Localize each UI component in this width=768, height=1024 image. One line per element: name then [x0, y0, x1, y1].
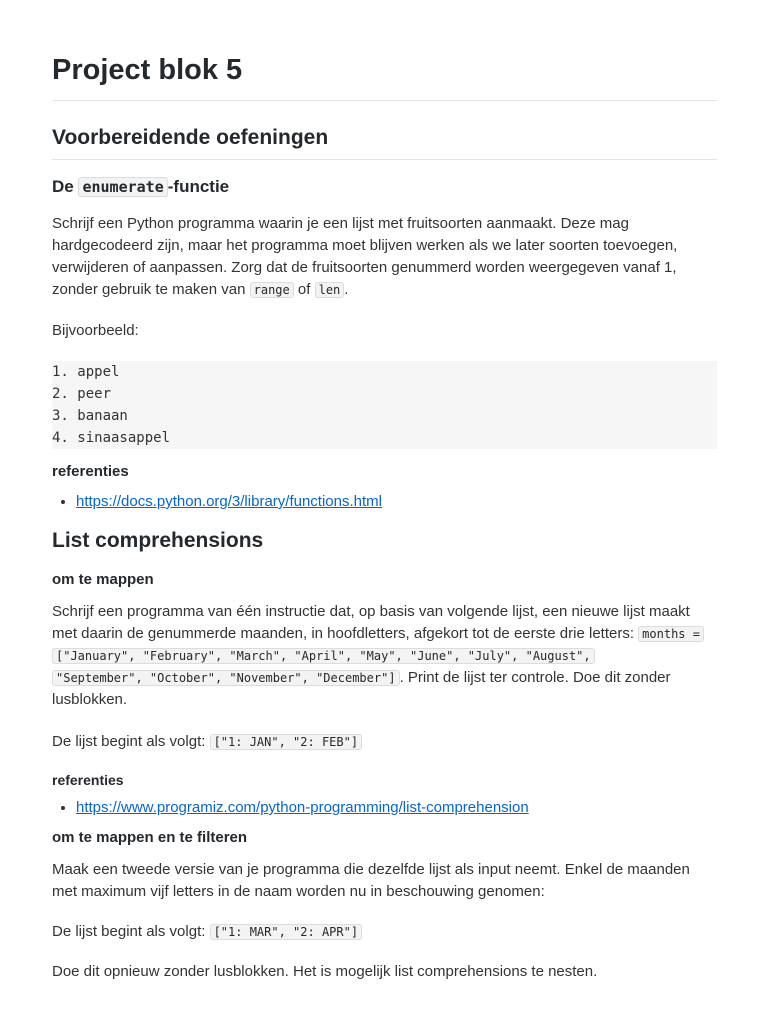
page-title: Project blok 5 — [52, 0, 717, 101]
enumerate-instructions — [52, 213, 717, 301]
reference-link-python-docs[interactable]: https://docs.python.org/3/library/functions.html — [76, 493, 382, 510]
section-heading-list-comprehensions: List comprehensions — [52, 529, 264, 552]
map-filter-instructions: Maak een tweede versie van je programma die dezelfde lijst als input neemt. Enkel de maanden met maximum vijf letters in de naam worden nu in beschouwing genomen: — [52, 861, 690, 900]
example-code-block — [52, 361, 717, 449]
map-filter-start — [52, 921, 717, 943]
instructions-text-of: of — [293, 281, 315, 298]
map-instructions — [52, 601, 717, 711]
subheading-enumerate — [52, 175, 717, 199]
map-start — [52, 731, 717, 753]
inline-code-enumerate: enumerate — [78, 177, 167, 197]
instructions-text: Schrijf een Python programma waarin je een lijst met fruitsoorten aanmaakt. Deze mag hardgecodeerd zijn, maar het programma moet blijven werken als we later soorten toevoegen, verwijderen of aanpassen. Zorg dat de fruitsoorten genummerd worden weergegeven vanaf 1, zonder gebruik te maken van — [52, 215, 678, 298]
subheading-prefix: De — [52, 177, 79, 196]
reference-link-programiz[interactable]: https://www.programiz.com/python-programming/list-comprehension — [76, 799, 529, 816]
code-line: 2. peer — [52, 386, 112, 402]
list-item — [76, 491, 717, 513]
code-line: 3. banaan — [52, 408, 128, 424]
subheading-map: om te mappen — [52, 571, 154, 588]
inline-code-range: range — [250, 282, 294, 298]
final-note: Doe dit opnieuw zonder lusblokken. Het is mogelijk list comprehensions te nesten. — [52, 963, 598, 980]
references-heading: referenties — [52, 463, 129, 480]
references-list — [52, 491, 717, 513]
inline-code-months-2: ["January", "February", "March", "April", "May", "June", "July", "August", — [52, 648, 595, 664]
instructions-text-end: . — [344, 281, 349, 298]
map-text-end: . Print de lijst ter controle. Doe dit zonder lusblokken. — [52, 669, 671, 708]
references-heading-2: referenties — [52, 772, 124, 788]
inline-code-months: months = — [638, 626, 704, 642]
inline-code-start-2: ["1: MAR", "2: APR"] — [210, 924, 363, 940]
map-text: Schrijf een programma van één instructie dat, op basis van volgende lijst, een nieuwe lijst maakt met daarin de genummerde maanden, in hoofdletters, afgekort tot de eerste drie letters: — [52, 603, 690, 642]
start-label-2: De lijst begint als volgt: — [52, 923, 210, 940]
inline-code-start: ["1: JAN", "2: FEB"] — [210, 734, 363, 750]
code-line: 1. appel — [52, 364, 120, 380]
section-heading-preparatory: Voorbereidende oefeningen — [52, 124, 717, 160]
example-label: Bijvoorbeeld: — [52, 322, 139, 339]
references-list-2 — [52, 797, 717, 819]
subheading-map-filter: om te mappen en te filteren — [52, 829, 248, 846]
inline-code-len: len — [315, 282, 345, 298]
code-line: 4. sinaasappel — [52, 430, 171, 446]
subheading-suffix: -functie — [167, 177, 230, 196]
start-label: De lijst begint als volgt: — [52, 733, 210, 750]
inline-code-months-3: "September", "October", "November", "December"] — [52, 670, 400, 686]
list-item — [76, 797, 717, 819]
